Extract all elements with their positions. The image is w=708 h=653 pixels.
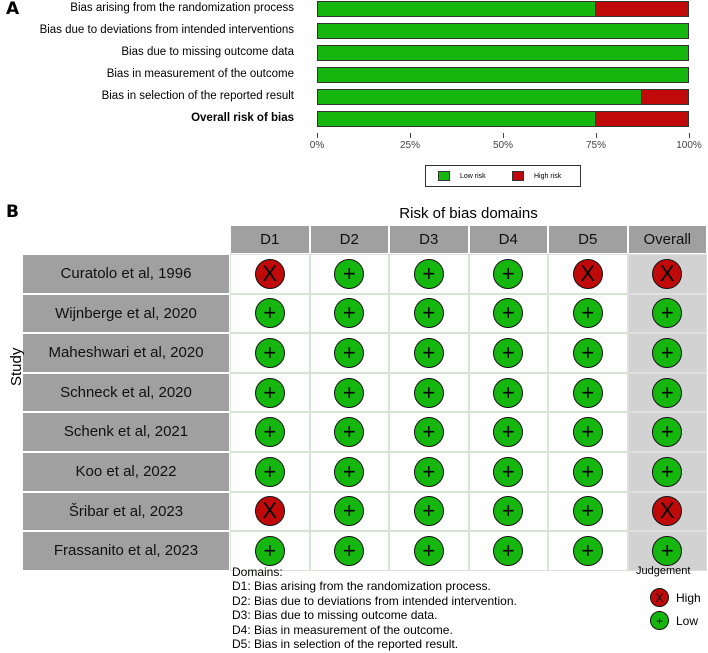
domains-header: Domains:: [232, 565, 283, 579]
low-risk-icon: +: [334, 457, 364, 487]
bar-label: Overall risk of bias: [191, 112, 294, 124]
low-risk-icon: +: [334, 496, 364, 526]
high-risk-legend-icon: X: [650, 588, 669, 607]
study-axis-label: Study: [8, 347, 25, 386]
low-risk-segment: [318, 90, 641, 104]
low-risk-icon: +: [652, 536, 682, 566]
low-risk-icon: +: [493, 298, 523, 328]
low-risk-icon: +: [493, 259, 523, 289]
high-risk-icon: X: [255, 259, 285, 289]
low-risk-icon: +: [255, 417, 285, 447]
x-tick-label: 0%: [309, 140, 325, 151]
domains-key: [232, 565, 517, 651]
bar-label: Bias in selection of the reported result: [101, 90, 294, 102]
low-risk-icon: +: [493, 378, 523, 408]
low-risk-icon: +: [255, 338, 285, 368]
high-risk-icon: X: [652, 496, 682, 526]
study-name: Koo et al, 2022: [22, 452, 230, 492]
low-risk-icon: +: [573, 496, 603, 526]
traffic-light-title: Risk of bias domains: [399, 205, 538, 222]
judgement-legend-title: Judgement: [636, 565, 691, 577]
low-risk-icon: +: [652, 338, 682, 368]
study-name: Frassanito et al, 2023: [22, 531, 230, 571]
column-header: D2: [310, 225, 390, 254]
high-risk-segment: [641, 90, 688, 104]
x-tick-mark: [596, 133, 597, 138]
column-header: D4: [469, 225, 549, 254]
low-risk-icon: +: [255, 536, 285, 566]
low-risk-legend-icon: +: [650, 611, 669, 630]
x-tick-label: 25%: [399, 140, 421, 151]
low-risk-icon: +: [414, 496, 444, 526]
column-header: Overall: [628, 225, 708, 254]
stacked-bar: [317, 45, 689, 61]
low-risk-segment: [318, 24, 688, 38]
low-risk-icon: +: [414, 259, 444, 289]
stacked-bar: [317, 67, 689, 83]
x-tick-mark: [410, 133, 411, 138]
study-name: Wijnberge et al, 2020: [22, 294, 230, 334]
domain-d2-description: D2: Bias due to deviations from intended intervention.: [232, 593, 517, 608]
low-risk-icon: +: [573, 417, 603, 447]
study-name: Šribar et al, 2023: [22, 492, 230, 532]
low-risk-icon: +: [255, 457, 285, 487]
study-name: Schenk et al, 2021: [22, 412, 230, 452]
bar-chart-legend: [425, 165, 581, 187]
domain-d4-description: D4: Bias in measurement of the outcome.: [232, 622, 453, 637]
low-risk-icon: +: [334, 417, 364, 447]
high-risk-icon: X: [652, 259, 682, 289]
low-risk-icon: +: [573, 457, 603, 487]
low-risk-icon: +: [493, 417, 523, 447]
judgement-legend-label: High: [676, 591, 701, 605]
x-tick-mark: [503, 133, 504, 138]
low-risk-swatch: [438, 171, 450, 181]
low-risk-icon: +: [414, 338, 444, 368]
low-risk-legend-label: Low risk: [460, 173, 486, 180]
high-risk-icon: X: [255, 496, 285, 526]
judgement-legend-label: Low: [676, 614, 699, 628]
bar-label: Bias due to deviations from intended interventions: [39, 24, 294, 36]
low-risk-icon: +: [652, 298, 682, 328]
x-tick-label: 100%: [676, 140, 702, 151]
bar-label: Bias in measurement of the outcome: [106, 68, 294, 80]
low-risk-icon: +: [414, 536, 444, 566]
domain-d5-description: D5: Bias in selection of the reported result.: [232, 637, 459, 652]
low-risk-icon: +: [493, 536, 523, 566]
low-risk-icon: +: [652, 457, 682, 487]
low-risk-icon: +: [255, 378, 285, 408]
low-risk-icon: +: [414, 298, 444, 328]
low-risk-icon: +: [652, 417, 682, 447]
low-risk-icon: +: [573, 298, 603, 328]
high-risk-segment: [595, 112, 688, 126]
low-risk-icon: +: [493, 457, 523, 487]
stacked-bar: [317, 1, 689, 17]
low-risk-segment: [318, 46, 688, 60]
study-name: Maheshwari et al, 2020: [22, 333, 230, 373]
x-tick-label: 50%: [492, 140, 514, 151]
low-risk-icon: +: [334, 536, 364, 566]
x-tick-label: 75%: [585, 140, 607, 151]
study-name: Schneck et al, 2020: [22, 373, 230, 413]
x-tick-mark: [317, 133, 318, 138]
low-risk-icon: +: [414, 457, 444, 487]
column-header: D3: [389, 225, 469, 254]
domain-d1-description: D1: Bias arising from the randomization process.: [232, 579, 491, 594]
stacked-bar: [317, 89, 689, 105]
x-tick-mark: [689, 133, 690, 138]
low-risk-icon: +: [334, 378, 364, 408]
high-risk-segment: [595, 2, 688, 16]
bar-label: Bias arising from the randomization process: [70, 2, 294, 14]
low-risk-icon: +: [573, 338, 603, 368]
stacked-bar: [317, 111, 689, 127]
low-risk-segment: [318, 112, 595, 126]
low-risk-icon: +: [573, 378, 603, 408]
stacked-bar: [317, 23, 689, 39]
low-risk-icon: +: [334, 298, 364, 328]
bar-label: Bias due to missing outcome data: [121, 46, 294, 58]
low-risk-icon: +: [573, 536, 603, 566]
low-risk-icon: +: [334, 338, 364, 368]
low-risk-icon: +: [414, 378, 444, 408]
low-risk-icon: +: [493, 496, 523, 526]
low-risk-icon: +: [493, 338, 523, 368]
panel-b-letter: B: [6, 202, 19, 222]
low-risk-segment: [318, 68, 688, 82]
panel-a-letter: A: [6, 0, 20, 19]
column-header: D5: [548, 225, 628, 254]
domain-d3-description: D3: Bias due to missing outcome data.: [232, 608, 438, 623]
low-risk-icon: +: [255, 298, 285, 328]
column-header: D1: [230, 225, 310, 254]
high-risk-legend-label: High risk: [534, 173, 562, 180]
high-risk-icon: X: [573, 259, 603, 289]
high-risk-swatch: [512, 171, 524, 181]
low-risk-icon: +: [414, 417, 444, 447]
low-risk-segment: [318, 2, 595, 16]
low-risk-icon: +: [652, 378, 682, 408]
low-risk-icon: +: [334, 259, 364, 289]
study-name: Curatolo et al, 1996: [22, 254, 230, 294]
